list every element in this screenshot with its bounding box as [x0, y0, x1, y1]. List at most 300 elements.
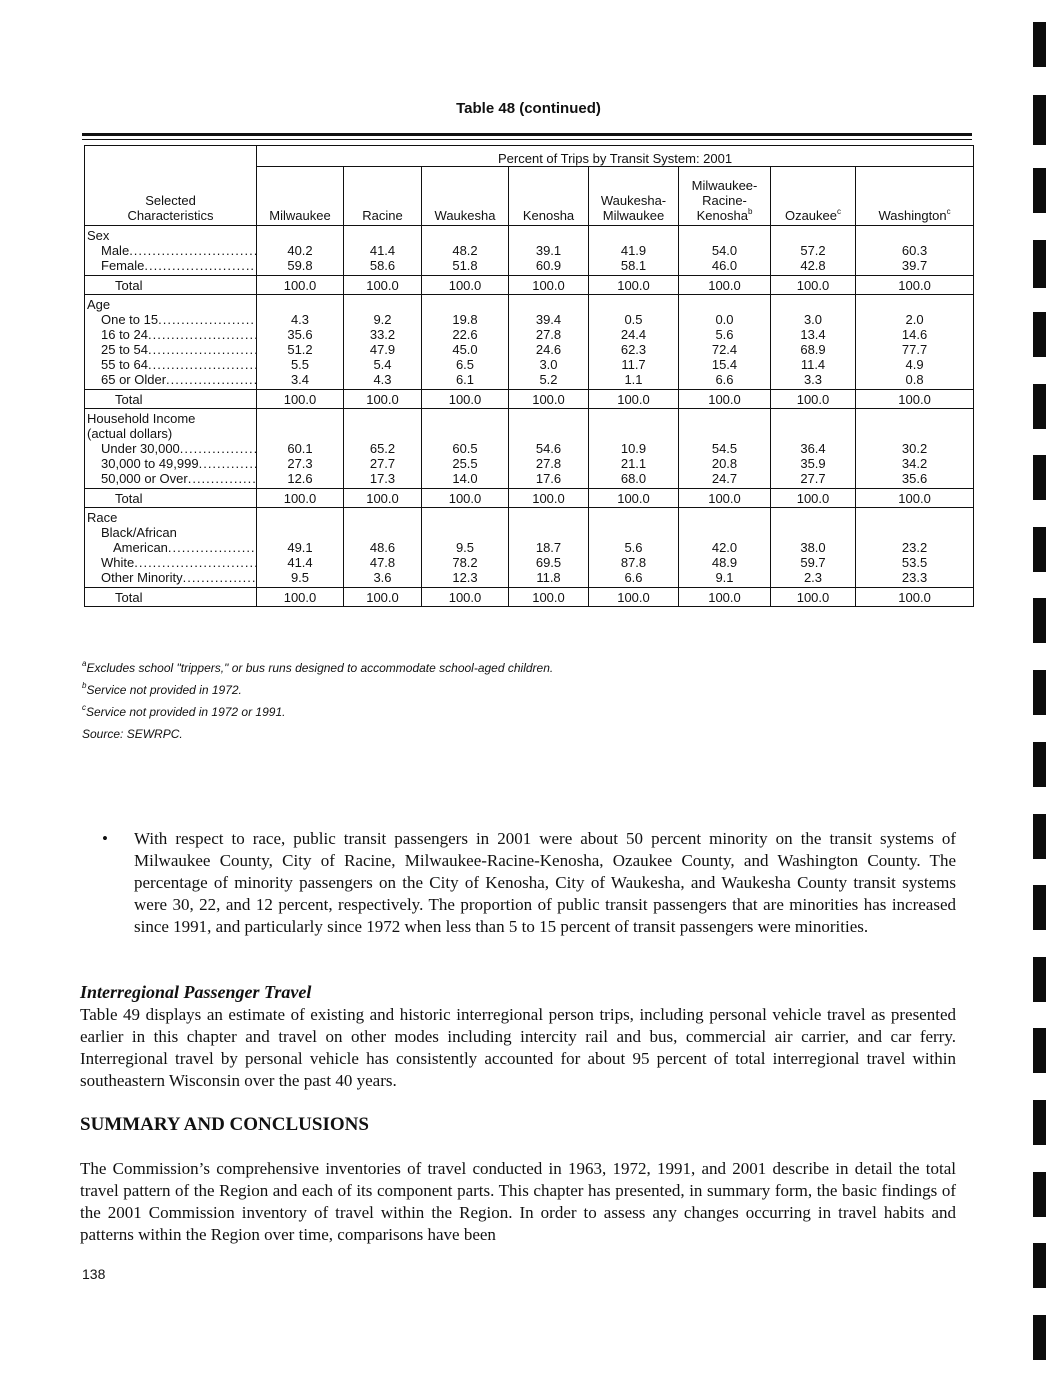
- table-cell: [679, 426, 771, 441]
- summary-paragraph: The Commission’s comprehensive inventories of travel conducted in 1963, 1972, 1991, and 2001 describe in detail the total travel pattern of the Region and each of its component parts. This chapter has presented, in summary form, the basic findings of the 2001 Commission inventory of travel within the Region. In order to assess any changes occurring in travel habits and patterns within the Region over time, comparisons have been: [80, 1159, 956, 1244]
- column-header-line: [344, 193, 421, 208]
- column-header-name: [856, 208, 973, 223]
- dot-leader: [180, 441, 256, 456]
- table-cell: 54.0: [679, 243, 771, 258]
- row-label-text: 30,000 to 49,999: [101, 456, 199, 471]
- table-cell: [589, 295, 679, 313]
- table-cell: 4.3: [257, 312, 344, 327]
- column-header-line: [856, 193, 973, 208]
- binder-mark: [1033, 22, 1046, 67]
- table-cell: [856, 426, 974, 441]
- table-cell: 6.6: [589, 570, 679, 588]
- column-header-label: Waukesha: [434, 208, 496, 223]
- dot-leader: [148, 357, 256, 372]
- column-header-line: [509, 178, 588, 193]
- table-cell: 27.7: [771, 471, 856, 489]
- table-row: [85, 342, 974, 357]
- table-cell: 60.9: [509, 258, 589, 276]
- table-row: [85, 570, 974, 588]
- table-cell: 35.6: [257, 327, 344, 342]
- total-cell: 100.0: [344, 489, 422, 508]
- row-label-leader: [101, 357, 256, 372]
- binder-mark: [1033, 527, 1046, 572]
- table-row: [85, 441, 974, 456]
- dot-leader: [158, 312, 256, 327]
- row-label: Black/African: [85, 525, 257, 540]
- table-cell: 60.1: [257, 441, 344, 456]
- footnote-marker: c: [82, 703, 86, 712]
- section-title-row: [85, 409, 974, 427]
- total-cell: 100.0: [771, 489, 856, 508]
- table-cell: 58.6: [344, 258, 422, 276]
- table-cell: 69.5: [509, 555, 589, 570]
- row-label-text: 25 to 54: [101, 342, 148, 357]
- bullet-paragraph: With respect to race, public transit passengers in 2001 were about 50 percent minority on the transit systems of Milwaukee County, City of Racine, Milwaukee-Racine-Kenosha, Ozaukee County, and Washington County. The percentage of minority passengers on the City of Kenosha, City of Waukesha, and Waukesha County transit systems were 30, 22, and 12 percent, respectively. The proportion of public transit passengers that are minorities has increased since 1991, and particularly since 1972 when less than 5 to 15 percent of transit passengers were minorities.: [134, 829, 956, 936]
- table-cell: 4.3: [344, 372, 422, 390]
- total-cell: 100.0: [589, 588, 679, 607]
- table-cell: 47.9: [344, 342, 422, 357]
- total-cell: 100.0: [257, 276, 344, 295]
- table-cell: 57.2: [771, 243, 856, 258]
- section-age: [85, 295, 974, 409]
- table-cell: [589, 409, 679, 427]
- table-cell: 9.5: [257, 570, 344, 588]
- total-cell: 100.0: [589, 276, 679, 295]
- row-label: [85, 471, 257, 489]
- table-cell: 2.3: [771, 570, 856, 588]
- table-cell: [344, 409, 422, 427]
- table-cell: [771, 426, 856, 441]
- table-row: [85, 243, 974, 258]
- table-cell: 3.3: [771, 372, 856, 390]
- row-label-text: Male: [101, 243, 130, 258]
- table-cell: [344, 525, 422, 540]
- row-label: (actual dollars): [85, 426, 257, 441]
- row-label-leader: [101, 471, 256, 486]
- column-header-line: [257, 193, 343, 208]
- table-cell: 35.9: [771, 456, 856, 471]
- table-cell: 0.5: [589, 312, 679, 327]
- total-row: [85, 489, 974, 508]
- table-cell: 6.5: [422, 357, 509, 372]
- row-label-leader: [101, 342, 256, 357]
- table-cell: [771, 525, 856, 540]
- table-cell: [856, 525, 974, 540]
- stub-header-line1: Selected: [145, 193, 196, 208]
- footnote-marker: c: [946, 207, 951, 216]
- row-label-text: Other Minority: [101, 570, 183, 585]
- row-label: [85, 357, 257, 372]
- table-cell: 5.5: [257, 357, 344, 372]
- total-cell: 100.0: [771, 390, 856, 409]
- total-cell: 100.0: [422, 276, 509, 295]
- row-label: [85, 456, 257, 471]
- table-cell: 45.0: [422, 342, 509, 357]
- binder-mark: [1033, 1100, 1046, 1145]
- table-cell: 11.8: [509, 570, 589, 588]
- table-cell: 2.0: [856, 312, 974, 327]
- table-row: [85, 357, 974, 372]
- dot-leader: [199, 456, 256, 471]
- table-cell: 65.2: [344, 441, 422, 456]
- table-cell: [856, 409, 974, 427]
- footnote-text: Service not provided in 1972.: [86, 683, 242, 697]
- column-header-label: Washington: [878, 208, 947, 223]
- heading-summary: SUMMARY AND CONCLUSIONS: [80, 1114, 369, 1135]
- dot-leader: [144, 258, 256, 273]
- table-row: [85, 456, 974, 471]
- bullet-paragraph-block: [104, 828, 956, 938]
- table-cell: 41.9: [589, 243, 679, 258]
- row-label: Sex: [85, 226, 257, 244]
- total-label: Total: [85, 489, 257, 508]
- table-cell: [422, 426, 509, 441]
- total-label: Total: [85, 390, 257, 409]
- total-cell: 100.0: [856, 276, 974, 295]
- table-cell: 54.6: [509, 441, 589, 456]
- row-label: Race: [85, 508, 257, 526]
- table-cell: [422, 226, 509, 244]
- table-cell: [344, 295, 422, 313]
- table-cell: [509, 226, 589, 244]
- table-cell: 3.0: [509, 357, 589, 372]
- table-cell: 5.4: [344, 357, 422, 372]
- column-header-label: Milwaukee: [269, 208, 331, 223]
- column-header-label: Milwaukee: [602, 208, 665, 223]
- table-cell: 3.6: [344, 570, 422, 588]
- table-cell: [589, 426, 679, 441]
- binder-mark: [1033, 670, 1046, 715]
- binder-mark: [1033, 168, 1046, 213]
- table-cell: 27.3: [257, 456, 344, 471]
- table-cell: [509, 295, 589, 313]
- total-cell: 100.0: [856, 489, 974, 508]
- table-cell: [344, 426, 422, 441]
- table-cell: 5.6: [589, 540, 679, 555]
- table-cell: 23.2: [856, 540, 974, 555]
- column-header: [679, 167, 771, 226]
- table-cell: 53.5: [856, 555, 974, 570]
- row-label-text: Under 30,000: [101, 441, 180, 456]
- table-cell: 49.1: [257, 540, 344, 555]
- table-cell: 21.1: [589, 456, 679, 471]
- total-cell: 100.0: [679, 390, 771, 409]
- table-cell: [422, 409, 509, 427]
- binder-mark: [1033, 885, 1046, 930]
- total-cell: 100.0: [589, 489, 679, 508]
- row-label-leader: [101, 570, 256, 585]
- column-header-name: [589, 208, 678, 223]
- total-cell: 100.0: [771, 276, 856, 295]
- row-label-leader: [101, 327, 256, 342]
- stub-header-line2: Characteristics: [127, 208, 214, 223]
- total-cell: 100.0: [257, 489, 344, 508]
- row-label-leader: [101, 441, 256, 456]
- table-cell: 10.9: [589, 441, 679, 456]
- total-cell: 100.0: [344, 276, 422, 295]
- table-top-rule-thin: [82, 139, 972, 140]
- total-label: Total: [85, 276, 257, 295]
- table-cell: [589, 508, 679, 526]
- footnote: [82, 657, 782, 679]
- table-cell: 60.5: [422, 441, 509, 456]
- table-cell: 11.7: [589, 357, 679, 372]
- total-cell: 100.0: [771, 588, 856, 607]
- row-label-leader: [113, 540, 256, 555]
- table-cell: [257, 508, 344, 526]
- binder-mark: [1033, 1243, 1046, 1288]
- row-label: [85, 570, 257, 588]
- table-cell: [679, 525, 771, 540]
- footnote-marker: c: [837, 207, 842, 216]
- table-cell: [771, 508, 856, 526]
- total-cell: 100.0: [679, 276, 771, 295]
- table-row: [85, 540, 974, 555]
- footnote: [82, 679, 782, 701]
- binder-mark: [1033, 384, 1046, 429]
- dot-leader: [129, 243, 256, 258]
- table-cell: 60.3: [856, 243, 974, 258]
- row-label: [85, 258, 257, 276]
- row-label: [85, 243, 257, 258]
- table-cell: [856, 295, 974, 313]
- column-header-label: Kenosha: [522, 208, 575, 223]
- table-cell: 40.2: [257, 243, 344, 258]
- table-cell: [679, 295, 771, 313]
- section-subtitle-row: [85, 426, 974, 441]
- section-title-row: [85, 508, 974, 526]
- data-table: [84, 145, 974, 607]
- column-header: [509, 167, 589, 226]
- column-header-name: [344, 208, 421, 223]
- table-cell: [422, 525, 509, 540]
- table-cell: 11.4: [771, 357, 856, 372]
- total-label: Total: [85, 588, 257, 607]
- table-cell: 25.5: [422, 456, 509, 471]
- table-cell: 9.1: [679, 570, 771, 588]
- table-cell: 3.4: [257, 372, 344, 390]
- column-header: [344, 167, 422, 226]
- total-cell: 100.0: [422, 489, 509, 508]
- table-cell: 14.0: [422, 471, 509, 489]
- table-cell: 78.2: [422, 555, 509, 570]
- section-race: [85, 508, 974, 607]
- table-cell: [257, 295, 344, 313]
- table-cell: 20.8: [679, 456, 771, 471]
- row-label: [85, 342, 257, 357]
- interregional-paragraph: Table 49 displays an estimate of existing and historic interregional person trips, including personal vehicle travel as presented earlier in this chapter and travel on other modes including intercity rail and bus, commercial air carrier, and car ferry. Interregional travel by personal vehicle has consistently accounted for about 95 percent of total interregional travel within southeastern Wisconsin over the past 40 years.: [80, 1005, 956, 1090]
- total-cell: 100.0: [856, 588, 974, 607]
- column-header: [589, 167, 679, 226]
- row-label-leader: [101, 312, 256, 327]
- page-number: 138: [82, 1266, 106, 1282]
- table-cell: 12.6: [257, 471, 344, 489]
- table-cell: 0.0: [679, 312, 771, 327]
- section-title-row: [85, 226, 974, 244]
- footnote-marker: b: [747, 207, 753, 216]
- table-cell: 15.4: [679, 357, 771, 372]
- table-cell: 41.4: [344, 243, 422, 258]
- table-cell: 22.6: [422, 327, 509, 342]
- table-cell: [856, 508, 974, 526]
- table-cell: 68.0: [589, 471, 679, 489]
- table-cell: [771, 409, 856, 427]
- row-label: Household Income: [85, 409, 257, 427]
- table-cell: 1.1: [589, 372, 679, 390]
- table-cell: 5.2: [509, 372, 589, 390]
- section-sex: [85, 226, 974, 295]
- span-header: Percent of Trips by Transit System: 2001: [257, 146, 974, 167]
- table-cell: 27.8: [509, 327, 589, 342]
- total-cell: 100.0: [344, 588, 422, 607]
- total-cell: 100.0: [422, 390, 509, 409]
- table-cell: 48.9: [679, 555, 771, 570]
- dot-leader: [183, 570, 256, 585]
- column-header-name: [422, 208, 508, 223]
- table-cell: [257, 426, 344, 441]
- total-cell: 100.0: [509, 390, 589, 409]
- total-cell: 100.0: [509, 588, 589, 607]
- table-cell: 19.8: [422, 312, 509, 327]
- total-cell: 100.0: [509, 276, 589, 295]
- table-cell: 6.1: [422, 372, 509, 390]
- column-header-line: [422, 178, 508, 193]
- column-header-line: Milwaukee-: [691, 178, 758, 193]
- column-header: [856, 167, 974, 226]
- table-cell: [509, 409, 589, 427]
- total-cell: 100.0: [344, 390, 422, 409]
- row-label: Age: [85, 295, 257, 313]
- column-header-line: [344, 178, 421, 193]
- total-row: [85, 390, 974, 409]
- total-cell: 100.0: [856, 390, 974, 409]
- table-cell: 35.6: [856, 471, 974, 489]
- table-cell: 77.7: [856, 342, 974, 357]
- dot-leader: [148, 342, 256, 357]
- table-cell: 68.9: [771, 342, 856, 357]
- table-cell: 27.8: [509, 456, 589, 471]
- binder-mark: [1033, 1028, 1046, 1073]
- table-cell: 5.6: [679, 327, 771, 342]
- total-cell: 100.0: [509, 489, 589, 508]
- column-header-line: [771, 178, 855, 193]
- table-cell: [771, 295, 856, 313]
- row-label-text: One to 15: [101, 312, 159, 327]
- table-cell: 24.7: [679, 471, 771, 489]
- table-cell: 72.4: [679, 342, 771, 357]
- table-cell: 51.8: [422, 258, 509, 276]
- column-header-line: [589, 178, 678, 193]
- table-cell: 0.8: [856, 372, 974, 390]
- table-cell: [344, 508, 422, 526]
- table-cell: 47.8: [344, 555, 422, 570]
- table-cell: [509, 508, 589, 526]
- footnote: [82, 723, 782, 745]
- total-cell: 100.0: [257, 390, 344, 409]
- table-cell: 59.7: [771, 555, 856, 570]
- table-cell: [509, 525, 589, 540]
- table-cell: 42.0: [679, 540, 771, 555]
- table-footnotes: [82, 657, 782, 745]
- footnote-text: Source: SEWRPC.: [82, 727, 183, 741]
- table-row: [85, 372, 974, 390]
- binder-mark: [1033, 95, 1046, 145]
- column-header: [257, 167, 344, 226]
- row-label-text: American: [113, 540, 168, 555]
- table-cell: 39.1: [509, 243, 589, 258]
- total-cell: 100.0: [422, 588, 509, 607]
- table-cell: 9.2: [344, 312, 422, 327]
- column-header-name: [771, 208, 855, 223]
- table-cell: 17.3: [344, 471, 422, 489]
- table-cell: [679, 409, 771, 427]
- column-header: [422, 167, 509, 226]
- table-cell: [257, 409, 344, 427]
- table-cell: 38.0: [771, 540, 856, 555]
- column-header-line: Waukesha-: [600, 193, 667, 208]
- table-cell: [679, 508, 771, 526]
- table-cell: [589, 525, 679, 540]
- binder-mark: [1033, 957, 1046, 1002]
- table-cell: 33.2: [344, 327, 422, 342]
- section-income: [85, 409, 974, 508]
- column-header-label: Ozaukee: [784, 208, 838, 223]
- row-label-leader: [101, 372, 256, 387]
- table-cell: [589, 226, 679, 244]
- table-cell: 39.7: [856, 258, 974, 276]
- table-cell: 4.9: [856, 357, 974, 372]
- column-header-line: [422, 193, 508, 208]
- table-row: [85, 258, 974, 276]
- row-label-text: 50,000 or Over: [101, 471, 188, 486]
- total-row: [85, 276, 974, 295]
- table-cell: 62.3: [589, 342, 679, 357]
- table-cell: 48.2: [422, 243, 509, 258]
- total-cell: 100.0: [257, 588, 344, 607]
- table-cell: 48.6: [344, 540, 422, 555]
- binder-mark: [1033, 814, 1046, 859]
- table-cell: [422, 508, 509, 526]
- column-header-line: [771, 193, 855, 208]
- binder-mark: [1033, 598, 1046, 643]
- table-cell: 14.6: [856, 327, 974, 342]
- footnote: [82, 701, 782, 723]
- binder-mark: [1033, 240, 1046, 288]
- column-header-label: Kenosha: [696, 208, 748, 223]
- row-label-text: White: [101, 555, 135, 570]
- row-label-leader: [101, 243, 256, 258]
- table-cell: 3.0: [771, 312, 856, 327]
- row-label-leader: [101, 258, 256, 273]
- dot-leader: [166, 372, 256, 387]
- row-label: [85, 540, 257, 555]
- table-cell: [257, 525, 344, 540]
- binder-mark: [1033, 455, 1046, 500]
- footnote-text: Service not provided in 1972 or 1991.: [86, 705, 286, 719]
- dot-leader: [168, 540, 256, 555]
- row-label-text: Female: [101, 258, 145, 273]
- dot-leader: [188, 471, 256, 486]
- binder-mark: [1033, 312, 1046, 357]
- table-caption: Table 48 (continued): [456, 100, 601, 117]
- table-row: [85, 555, 974, 570]
- binder-mark: [1033, 742, 1046, 787]
- table-cell: [679, 226, 771, 244]
- total-cell: 100.0: [679, 588, 771, 607]
- table-cell: 27.7: [344, 456, 422, 471]
- section-subtitle-row: [85, 525, 974, 540]
- column-header-line: [856, 178, 973, 193]
